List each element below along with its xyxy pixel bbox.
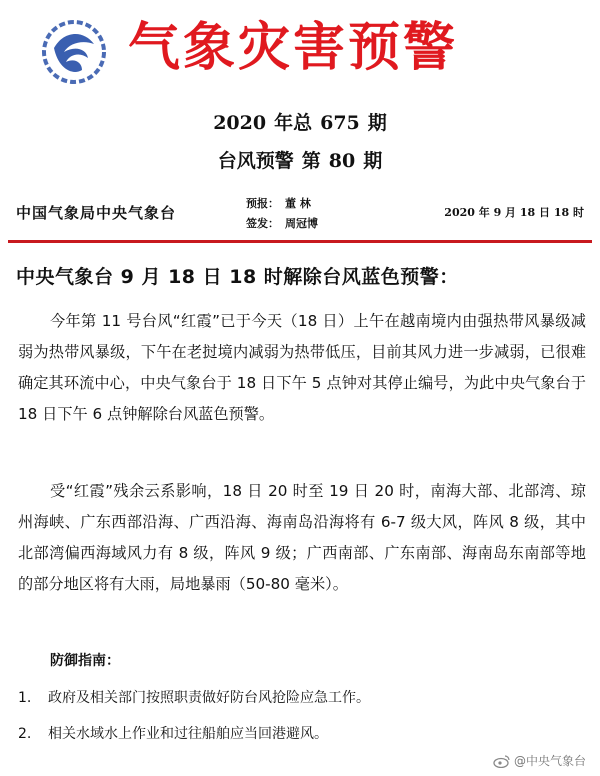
agency-name: 中国气象局中央气象台 bbox=[16, 204, 177, 222]
header bbox=[0, 0, 600, 100]
watermark-text: @中央气象台 bbox=[513, 754, 586, 768]
forecaster-line bbox=[246, 194, 318, 214]
people-block bbox=[246, 194, 318, 234]
paragraph-2: 受“红霞”残余云系影响，18 日 20 时至 19 日 20 时，南海大部、北部湾、琼州海峡、广东西部沿海、广西沿海、海南岛沿海将有 6-7 级大风，阵风 8 级，其中北部湾偏西海域风力有 8 级，阵风 9 级；广西南部、广东南部、海南岛东南部等地的部分地区将有大雨，局地暴雨（50-80 毫米）。 bbox=[18, 482, 586, 593]
divider-rule bbox=[8, 240, 592, 243]
issue-qi2: 期 bbox=[363, 150, 383, 172]
issue-number: 80 bbox=[328, 150, 356, 172]
forecaster-name: 董 林 bbox=[285, 197, 311, 210]
content-title: 中央气象台 9 月 18 日 18 时解除台风蓝色预警： bbox=[16, 266, 459, 288]
issue-year: 2020 bbox=[213, 112, 267, 134]
issue-total-line bbox=[0, 108, 600, 135]
guide-item-text: 政府及相关部门按照职责做好防台风抢险应急工作。 bbox=[48, 690, 370, 706]
issue-qi: 期 bbox=[367, 112, 387, 134]
meta-row bbox=[0, 192, 600, 238]
signer-line bbox=[246, 214, 318, 234]
guide-item bbox=[18, 687, 578, 707]
issue-type: 台风预警 bbox=[217, 150, 294, 172]
signer-name: 周冠博 bbox=[285, 217, 318, 230]
weibo-icon bbox=[493, 754, 511, 768]
signer-label: 签发： bbox=[246, 217, 279, 230]
issue-date: 2020 年 9 月 18 日 18 时 bbox=[444, 206, 584, 219]
issue-di: 第 bbox=[301, 150, 321, 172]
guide-title: 防御指南： bbox=[50, 653, 120, 669]
guide-item-number: 1. bbox=[18, 690, 32, 706]
issue-nian-zong: 年总 bbox=[274, 112, 313, 134]
guide-item-number: 2. bbox=[18, 726, 32, 742]
issue-type-line bbox=[0, 146, 600, 173]
paragraph-1: 今年第 11 号台风“红霞”已于今天（18 日）上午在越南境内由强热带风暴级减弱为热带风暴级，下午在老挝境内减弱为热带低压，目前其风力进一步减弱，已很难确定其环流中心，中央气象台于 18 日下午 5 点钟对其停止编号，为此中央气象台于 18 日下午 6 点钟解除台风蓝色预警。 bbox=[18, 312, 586, 423]
guide-item-text: 相关水域水上作业和过往船舶应当回港避风。 bbox=[48, 726, 328, 742]
bulletin-title: 气象灾害预警 bbox=[128, 17, 459, 78]
cma-logo-icon bbox=[40, 18, 108, 86]
forecaster-label: 预报： bbox=[246, 197, 279, 210]
watermark bbox=[493, 752, 586, 769]
guide-item bbox=[18, 723, 578, 743]
issue-total-number: 675 bbox=[320, 112, 360, 134]
